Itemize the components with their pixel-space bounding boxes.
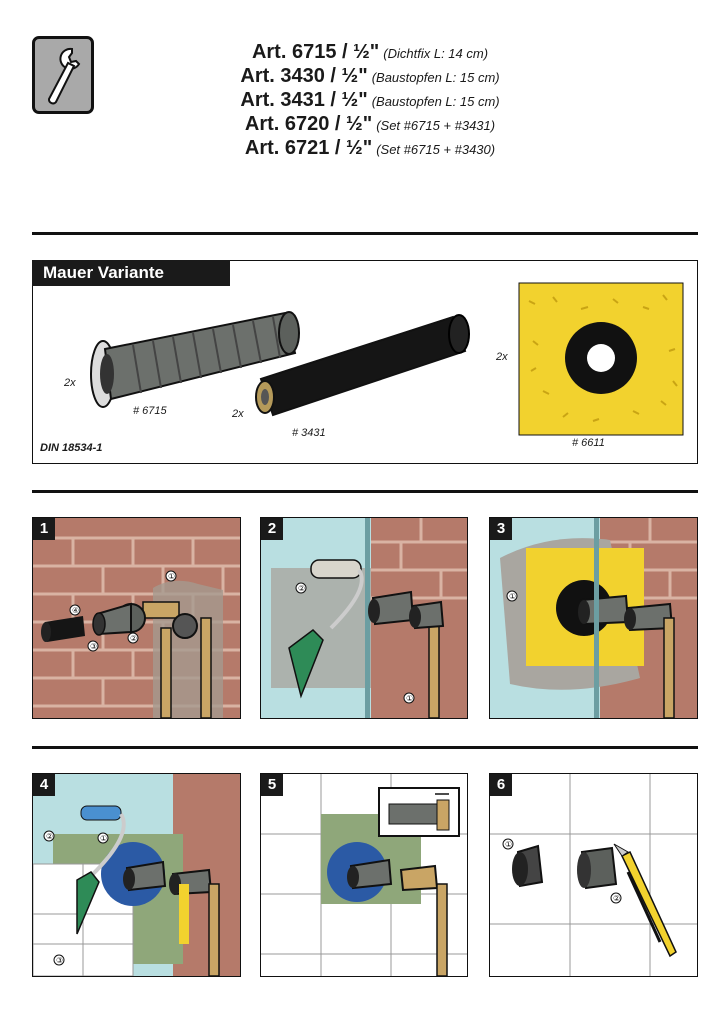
callout-2: ② — [298, 584, 306, 593]
sealing-collar-drawing — [519, 283, 683, 435]
article-list — [120, 40, 620, 160]
step-4-panel — [32, 773, 241, 977]
step-2-panel — [260, 517, 468, 719]
callout-1: ① — [406, 694, 414, 703]
article-note: (Set #6715 + #3430) — [376, 142, 496, 157]
part-code: # 3431 — [292, 427, 326, 439]
callout-1: ① — [505, 840, 513, 849]
step-number: 4 — [33, 774, 55, 796]
article-note: (Baustopfen L: 15 cm) — [371, 94, 500, 109]
divider — [32, 490, 698, 493]
step-number: 5 — [261, 774, 283, 796]
callout-2: ② — [46, 832, 54, 841]
article-line — [120, 112, 620, 136]
article-line — [120, 40, 620, 64]
callout-3: ③ — [56, 956, 64, 965]
step-6-panel — [489, 773, 698, 977]
callout-3: ③ — [90, 642, 98, 651]
article-note: (Dichtfix L: 14 cm) — [383, 46, 489, 61]
divider — [32, 746, 698, 749]
wrench-icon — [32, 36, 94, 114]
qty-label: 2x — [496, 351, 508, 363]
article-number: Art. 6721 / ½" — [244, 137, 373, 159]
article-number: Art. 3430 / ½" — [240, 65, 368, 87]
part-code: # 6611 — [572, 437, 605, 449]
callout-1: ① — [100, 834, 108, 843]
part-code: # 6715 — [133, 405, 167, 417]
callout-4: ④ — [72, 606, 80, 615]
article-number: Art. 6715 / ½" — [251, 41, 380, 63]
step-1-panel — [32, 517, 241, 719]
callout-1: ① — [168, 572, 176, 581]
step-number: 6 — [490, 774, 512, 796]
article-note: (Set #6715 + #3431) — [376, 118, 496, 133]
divider — [32, 232, 698, 235]
article-line — [120, 136, 620, 160]
article-number: Art. 6720 / ½" — [244, 113, 373, 135]
step-number: 2 — [261, 518, 283, 540]
qty-label: 2x — [64, 377, 76, 389]
din-norm: DIN 18534-1 — [40, 442, 103, 454]
qty-label: 2x — [232, 408, 244, 420]
article-number: Art. 3431 / ½" — [240, 89, 368, 111]
callout-1: ① — [509, 592, 517, 601]
callout-2: ② — [130, 634, 138, 643]
variant-title: Mauer Variante — [32, 260, 230, 286]
step-3-panel — [489, 517, 698, 719]
step-5-panel — [260, 773, 468, 977]
parts-panel — [32, 260, 698, 464]
article-line — [120, 64, 620, 88]
step-number: 3 — [490, 518, 512, 540]
callout-2: ② — [613, 894, 621, 903]
step-number: 1 — [33, 518, 55, 540]
article-note: (Baustopfen L: 15 cm) — [371, 70, 500, 85]
article-line — [120, 88, 620, 112]
parts-illustration — [33, 261, 697, 463]
